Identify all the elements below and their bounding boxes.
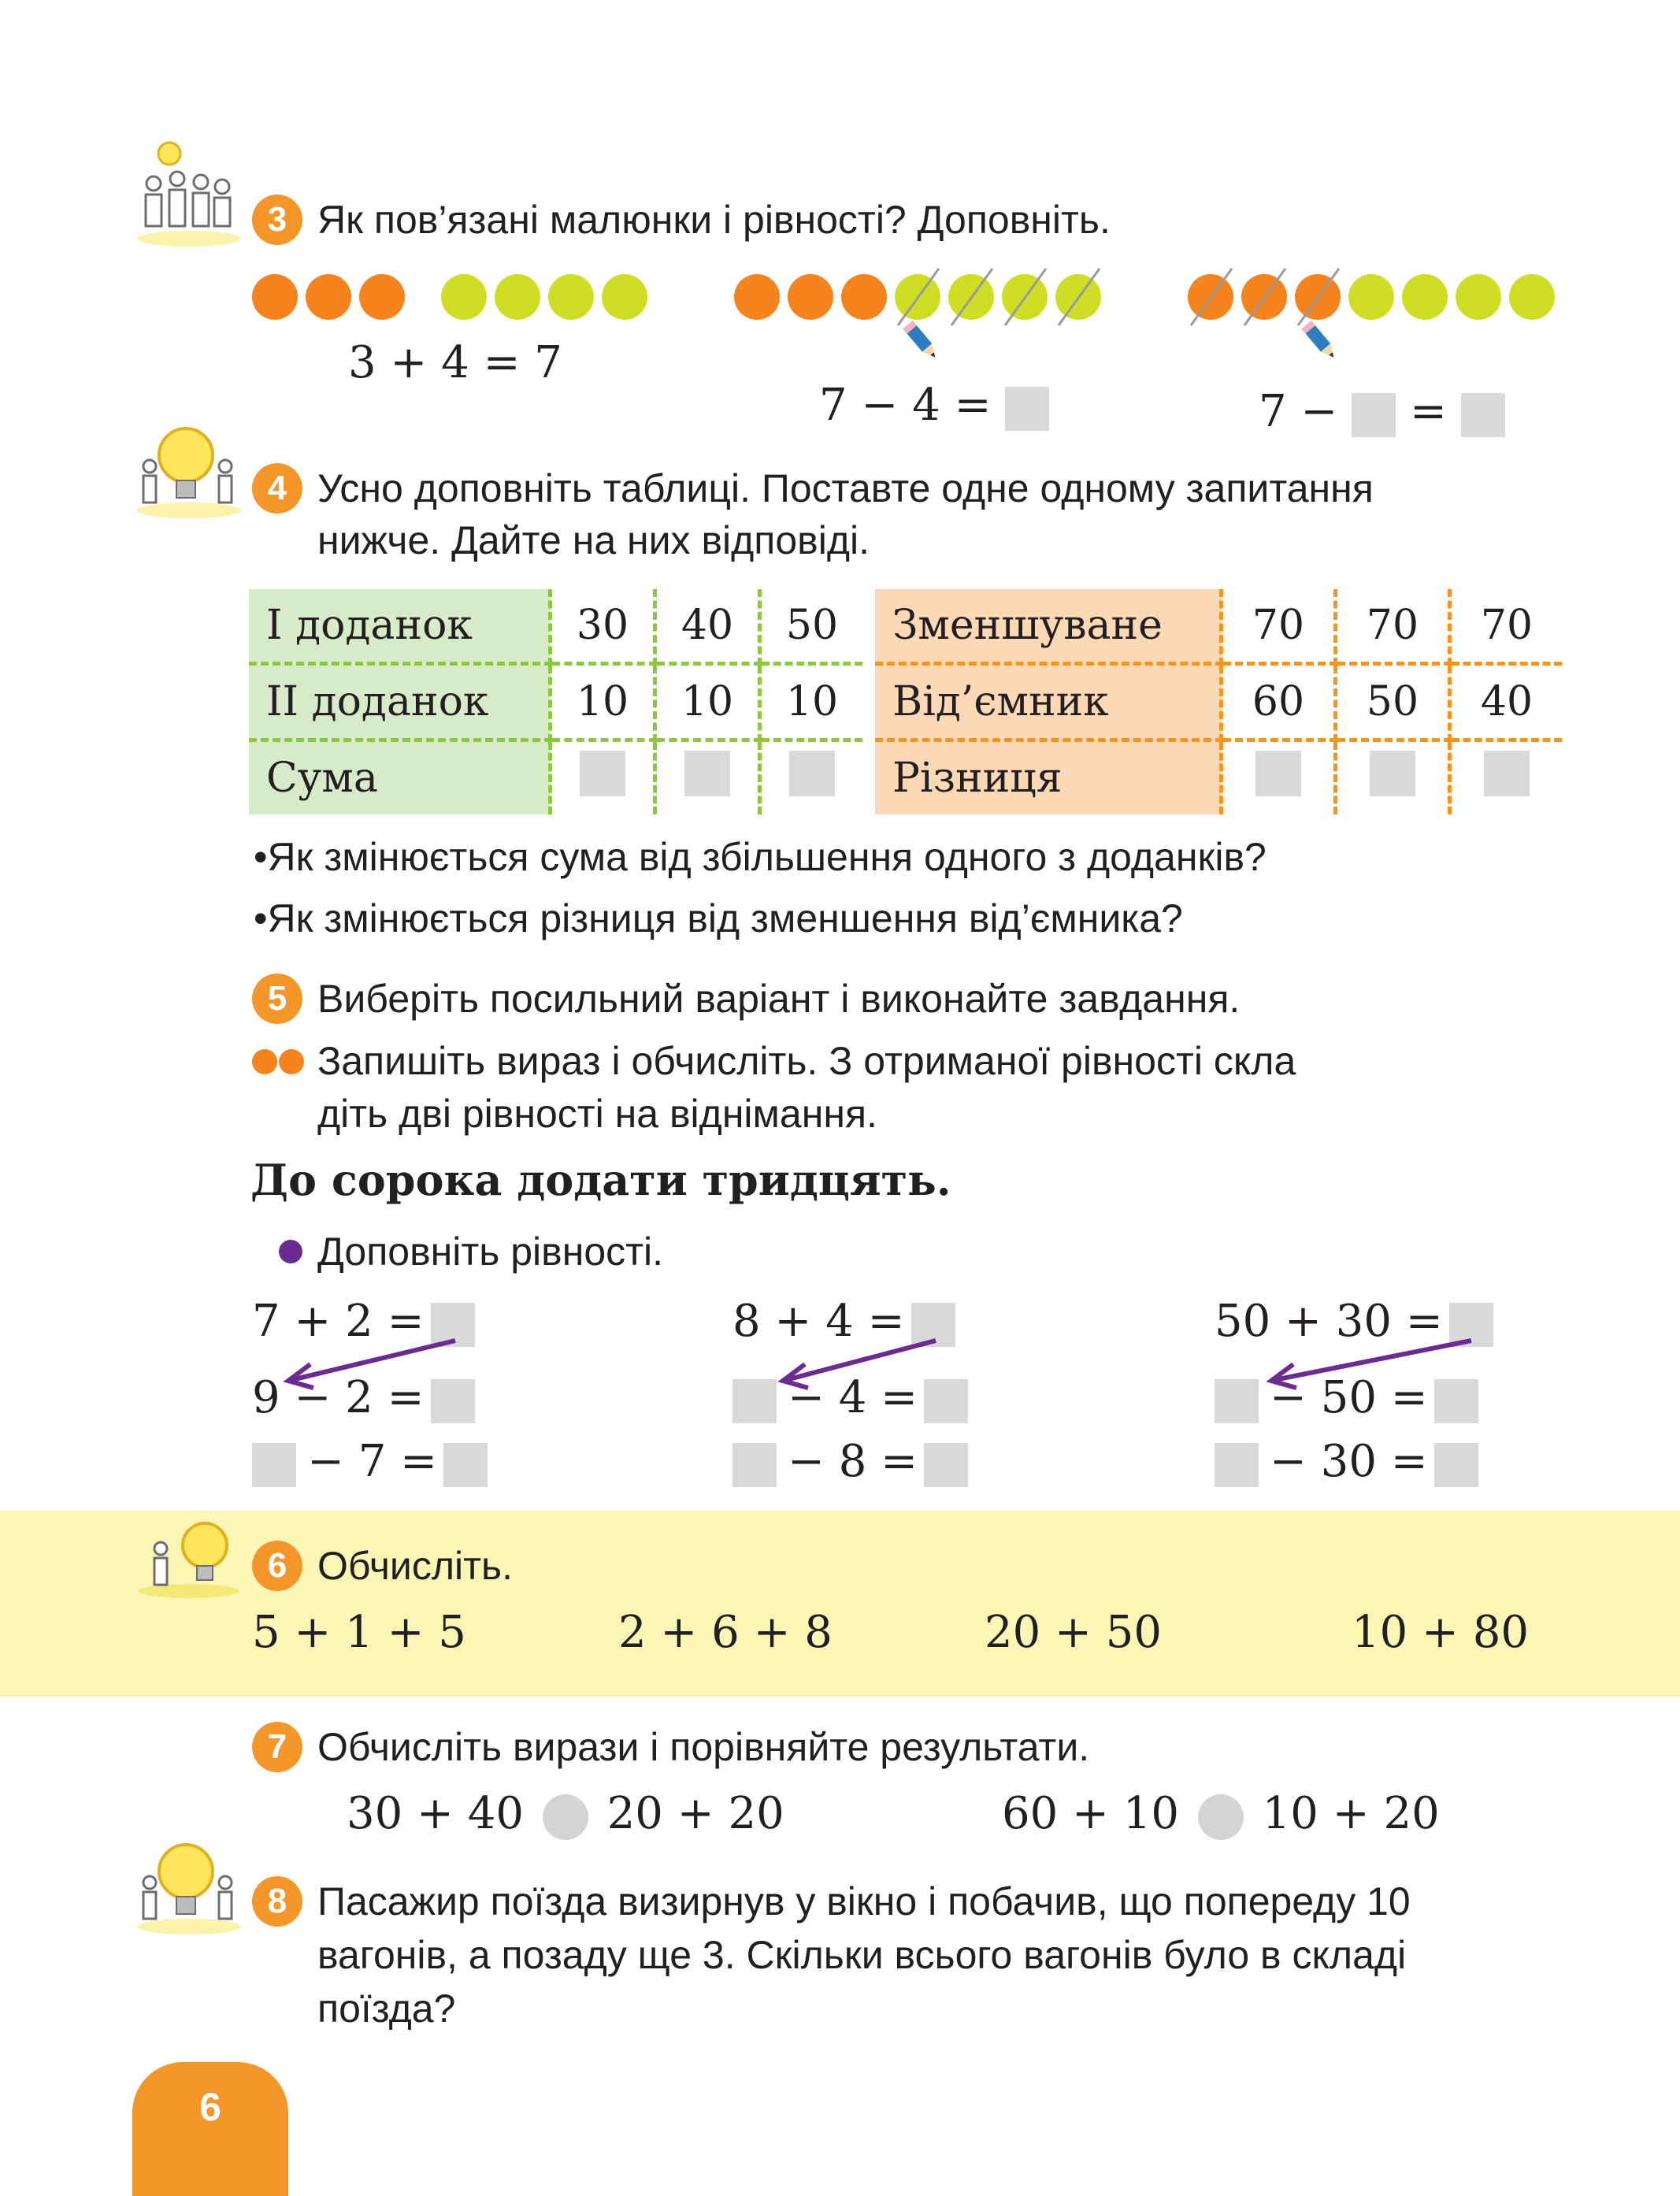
answer-box[interactable] [1215, 1379, 1259, 1423]
sum-table-cell: 30 [551, 589, 655, 664]
equation-3-text-a: 7 − [1259, 386, 1338, 437]
task-6-expression: 5 + 1 + 5 [252, 1607, 466, 1658]
lightbulb-icon [134, 1514, 244, 1601]
task-6-expression: 2 + 6 + 8 [618, 1607, 833, 1658]
orange-dot [788, 274, 833, 320]
col-2-row-3 [732, 1436, 968, 1487]
sum-answer-cell [551, 740, 655, 815]
difference-table-cell: 70 [1336, 589, 1450, 664]
equation-2 [819, 380, 1049, 431]
equation-text: − 8 = [788, 1436, 918, 1487]
answer-box[interactable] [1461, 393, 1505, 437]
difference-answer-cell [1222, 740, 1336, 815]
task-6-expression: 10 + 80 [1352, 1607, 1530, 1658]
answer-box[interactable] [1005, 387, 1049, 431]
expression-in-words: До сорока додати тридцять. [250, 1155, 951, 1205]
green-dot [495, 274, 540, 320]
task-6-instruction: Обчисліть. [317, 1544, 513, 1588]
comparison-left: 30 + 40 [347, 1788, 525, 1839]
comparison-1 [347, 1788, 784, 1840]
answer-box[interactable] [1352, 393, 1396, 437]
answer-box[interactable] [732, 1443, 777, 1487]
task-4-instruction-line-1: Усно доповніть таблиці. Поставте одне одному запитання [317, 466, 1374, 510]
difference-answer-cell [1336, 740, 1450, 815]
easy-variant-instruction: Доповніть рівності. [317, 1230, 664, 1274]
difference-answer-cell [1450, 740, 1563, 815]
hard-variant-line-2: діть дві рівності на віднімання. [317, 1092, 877, 1136]
answer-box[interactable] [684, 751, 730, 796]
compare-circle[interactable] [1198, 1794, 1244, 1840]
comparison-right: 20 + 20 [606, 1788, 784, 1839]
task-3-badge: 3 [252, 195, 302, 245]
difference-table-cell: 70 [1450, 589, 1563, 664]
equation-3 [1259, 386, 1505, 437]
comparison-2 [1002, 1788, 1440, 1840]
difference-table-cell: 40 [1450, 664, 1563, 740]
comparison-right: 10 + 20 [1262, 1788, 1440, 1839]
lightbulb-icon [134, 1834, 244, 1936]
answer-box[interactable] [1370, 751, 1415, 796]
task-7-instruction: Обчисліть вирази і порівняйте результати. [317, 1725, 1090, 1769]
answer-box[interactable] [1215, 1443, 1259, 1487]
equation-text: − 30 = [1270, 1436, 1428, 1487]
difference-table-cell: 60 [1222, 664, 1336, 740]
equation-2-text: 7 − 4 = [819, 380, 992, 431]
comparison-left: 60 + 10 [1002, 1788, 1180, 1839]
col-3-row-3 [1215, 1436, 1478, 1487]
question-2: •Як змінюється різниця від зменшення від’ємника? [254, 896, 1183, 940]
task-5-badge: 5 [252, 974, 302, 1024]
difference-table-label: Різниця [875, 740, 1222, 815]
answer-box[interactable] [1484, 751, 1530, 796]
green-dot [548, 274, 594, 320]
task-3-instruction: Як пов’язані малюнки і рівності? Доповніть. [317, 198, 1111, 242]
col-1-row-3 [252, 1436, 488, 1487]
difference-table-label: Від’ємник [875, 664, 1222, 740]
task-6-band [0, 1511, 1680, 1697]
hard-dots-icon [250, 1048, 307, 1076]
task-8-badge: 8 [252, 1876, 302, 1927]
answer-box[interactable] [252, 1443, 296, 1487]
orange-dot [734, 274, 780, 320]
sum-answer-cell [760, 740, 863, 815]
question-1: •Як змінюється сума від збільшення одного з доданків? [254, 835, 1266, 879]
sum-table-cell: 40 [655, 589, 760, 664]
equation-text: − 2 = [294, 1372, 425, 1423]
sum-table-cell: 10 [760, 664, 863, 740]
difference-table-cell: 50 [1336, 664, 1450, 740]
equation-text: − 7 = [307, 1436, 438, 1487]
sum-table-cell: 10 [551, 664, 655, 740]
orange-dot [306, 274, 351, 320]
task-6-expression: 20 + 50 [985, 1607, 1163, 1658]
orange-dot [359, 274, 405, 320]
page-number: 6 [199, 2085, 221, 2129]
task-4-instruction-line-2: нижче. Дайте на них відповіді. [317, 518, 870, 562]
task-8-text-line-3: поїзда? [317, 1986, 456, 2031]
orange-dot [252, 274, 298, 320]
equation-text: 8 + 4 = [732, 1296, 905, 1347]
sum-table [249, 589, 862, 814]
group-thinking-icon [134, 138, 244, 248]
pencil-icon [899, 317, 944, 365]
orange-dot [841, 274, 887, 320]
sum-answer-cell [655, 740, 760, 815]
answer-box[interactable] [924, 1443, 968, 1487]
easy-dot-icon [277, 1238, 304, 1265]
equation-text: − 4 = [788, 1372, 918, 1423]
equation-text: 7 + 2 = [252, 1296, 425, 1347]
hard-variant-line-1: Запишіть вираз і обчисліть. З отриманої рівності скла [317, 1039, 1296, 1083]
green-dot [1402, 274, 1448, 320]
answer-box[interactable] [789, 751, 835, 796]
compare-circle[interactable] [543, 1794, 588, 1840]
sum-table-label: Сума [249, 740, 551, 815]
arrow-icon [1259, 1331, 1479, 1394]
sum-table-label: ІІ доданок [249, 664, 551, 740]
task-8-text-line-2: вагонів, а позаду ще 3. Скільки всього вагонів було в складі [317, 1933, 1407, 1977]
green-dot [1456, 274, 1501, 320]
equation-text: 50 + 30 = [1215, 1296, 1443, 1347]
equation-text: − 50 = [1270, 1372, 1428, 1423]
equation-text: 9 [252, 1372, 280, 1423]
pencil-icon [1298, 317, 1342, 365]
answer-box[interactable] [580, 751, 625, 796]
equation-1: 3 + 4 = 7 [348, 337, 562, 388]
task-6-badge: 6 [252, 1541, 302, 1591]
equation-3-text-b: = [1409, 386, 1447, 437]
green-dot [1509, 274, 1555, 320]
green-dot [602, 274, 647, 320]
answer-box[interactable] [443, 1443, 488, 1487]
task-5-instruction: Виберіть посильний варіант і виконайте завдання. [317, 977, 1241, 1021]
arrow-icon [770, 1331, 944, 1394]
sum-table-label: І доданок [249, 589, 551, 664]
difference-table-label: Зменшуване [875, 589, 1222, 664]
task-7-badge: 7 [252, 1722, 302, 1772]
arrow-icon [276, 1331, 465, 1394]
green-dot [441, 274, 487, 320]
answer-box[interactable] [1434, 1443, 1478, 1487]
sum-table-cell: 50 [760, 589, 863, 664]
sum-table-cell: 10 [655, 664, 760, 740]
answer-box[interactable] [1255, 751, 1301, 796]
lightbulb-icon [134, 417, 244, 520]
task-8-text-line-1: Пасажир поїзда визирнув у вікно і побачив, що попереду 10 [317, 1879, 1411, 1923]
difference-table-cell: 70 [1222, 589, 1336, 664]
task-4-badge: 4 [252, 463, 302, 514]
difference-table [875, 589, 1562, 814]
